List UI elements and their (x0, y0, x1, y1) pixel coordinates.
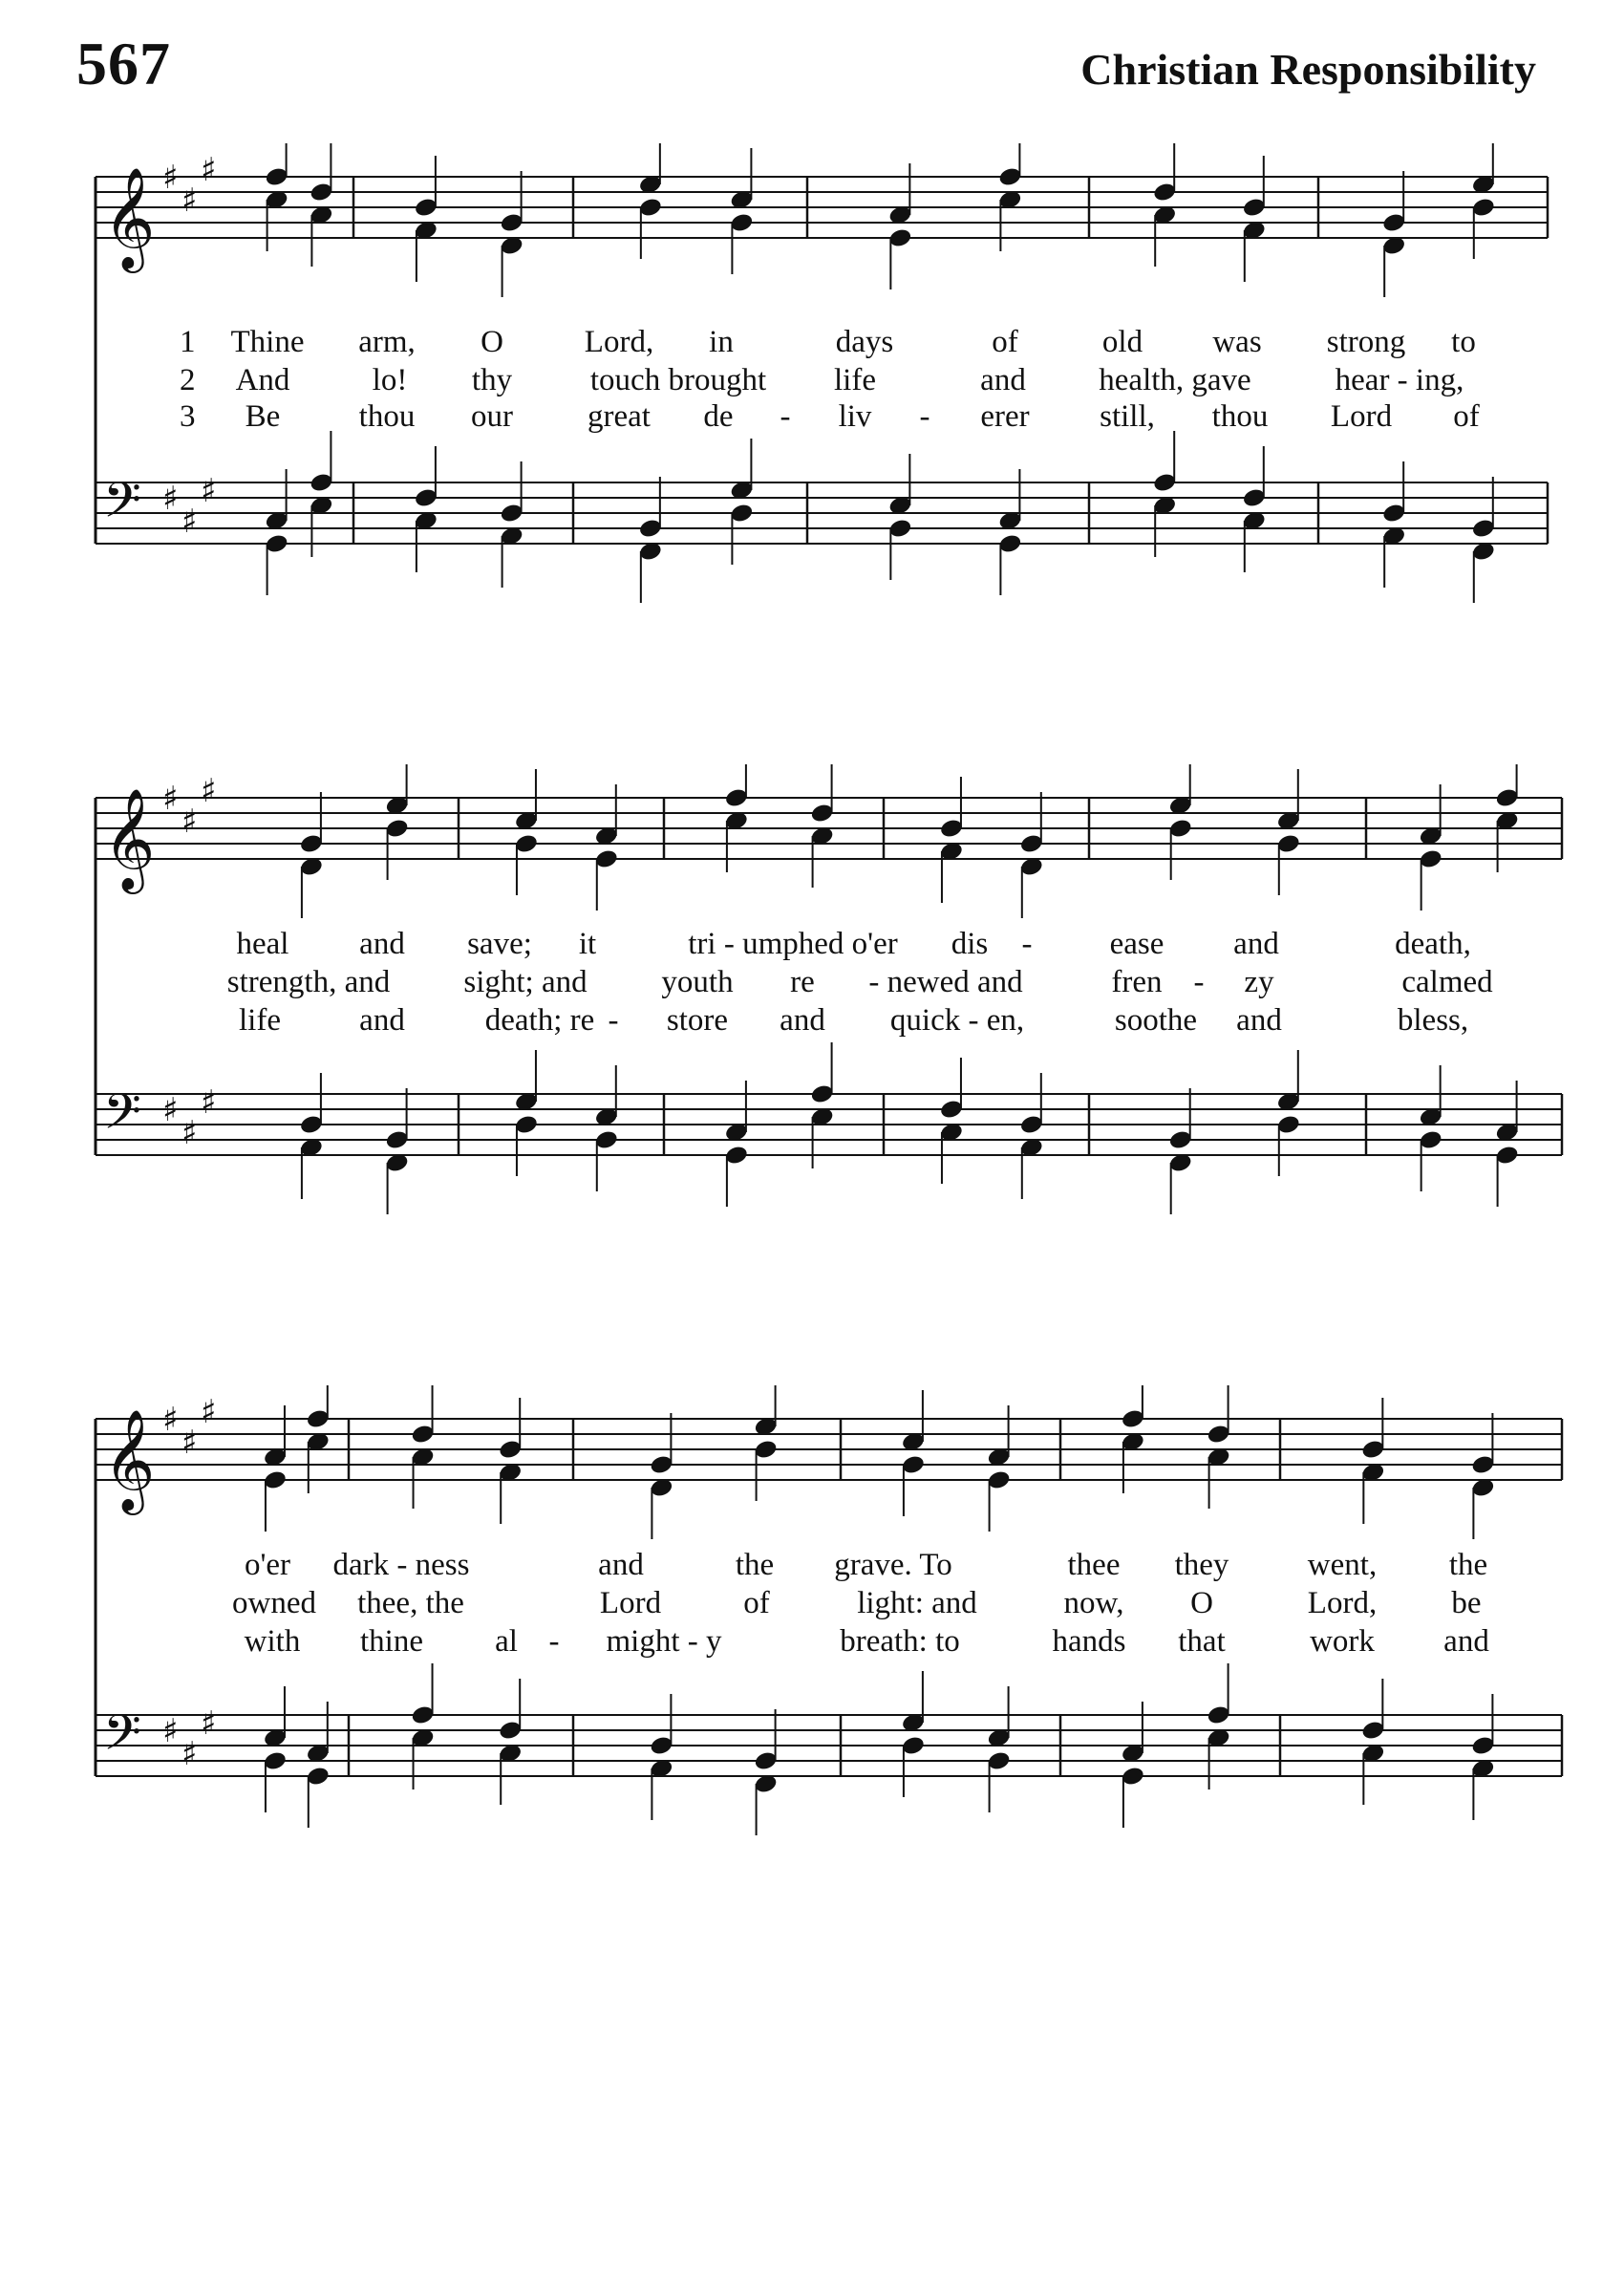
lyric-syllable: Thine (230, 325, 305, 359)
lyric-syllable: to (1451, 325, 1476, 359)
hymn-number: 567 (76, 30, 171, 97)
lyric-syllable: Lord (599, 1586, 662, 1620)
verse-number: 3 (180, 399, 196, 434)
sharp-icon: ♯ (182, 803, 198, 841)
sharp-icon: ♯ (182, 503, 198, 541)
lyric-syllable: grave. To (834, 1548, 952, 1582)
lyric-syllable: went, (1307, 1548, 1378, 1582)
lyric-syllable: and (780, 1003, 825, 1038)
lyric-syllable: hands (1052, 1624, 1126, 1659)
lyric-syllable: - newed and (868, 965, 1023, 999)
lyric-syllable: light: and (857, 1586, 977, 1620)
lyric-syllable: Be (245, 399, 281, 434)
treble-staff (96, 1385, 1562, 1539)
lyric-syllable: it (578, 927, 597, 961)
sharp-icon: ♯ (182, 1424, 198, 1462)
sharp-icon: ♯ (182, 182, 198, 220)
lyric-syllable: O (481, 325, 503, 359)
lyric-syllable: old (1101, 325, 1143, 359)
lyric-line-verse-2 (0, 1586, 1624, 1624)
bass-clef-icon: 𝄢 (103, 1704, 141, 1773)
lyric-syllable: might - y (606, 1624, 722, 1659)
lyric-line-verse-3 (0, 399, 1624, 438)
lyric-syllable: of (992, 325, 1018, 359)
lyric-syllable: work (1310, 1624, 1375, 1659)
lyric-syllable: al (495, 1624, 518, 1659)
bass-staff (96, 431, 1548, 603)
lyric-syllable: and (359, 1003, 405, 1038)
lyric-syllable: death; re (484, 1003, 595, 1038)
lyric-syllable: our (471, 399, 513, 434)
lyric-syllable: in (709, 325, 734, 359)
lyric-syllable: thou (358, 399, 416, 434)
lyric-syllable: touch brought (589, 363, 767, 397)
lyric-syllable: life (834, 363, 876, 397)
lyric-syllable: and (359, 927, 405, 961)
lyric-syllable: And (235, 363, 290, 397)
lyric-syllable: and (598, 1548, 644, 1582)
lyric-syllable: erer (980, 399, 1030, 434)
lyric-syllable: - (1193, 965, 1205, 999)
lyric-syllable: fren (1111, 965, 1163, 999)
lyric-syllable: thee (1067, 1548, 1121, 1582)
lyric-syllable: still, (1100, 399, 1155, 434)
sharp-icon: ♯ (201, 472, 217, 510)
lyric-syllable: soothe (1114, 1003, 1198, 1038)
sharp-icon: ♯ (162, 480, 179, 518)
lyric-syllable: strength, and (226, 965, 391, 999)
lyric-syllable: life (239, 1003, 281, 1038)
sharp-icon: ♯ (162, 1712, 179, 1750)
lyric-line-verse-3 (0, 1003, 1624, 1041)
lyric-syllable: - (1021, 927, 1033, 961)
sharp-icon: ♯ (201, 151, 217, 189)
lyric-syllable: be (1451, 1586, 1482, 1620)
lyric-syllable: the (1448, 1548, 1488, 1582)
lyric-syllable: de (703, 399, 734, 434)
lyric-syllable: o'er (244, 1548, 291, 1582)
lyric-syllable: heal (236, 927, 289, 961)
lyric-syllable: dis (951, 927, 989, 961)
sharp-icon: ♯ (201, 772, 217, 810)
lyric-syllable: Lord (1330, 399, 1393, 434)
bass-clef-icon: 𝄢 (103, 471, 141, 541)
lyric-syllable: thou (1211, 399, 1269, 434)
lyric-syllable: youth (661, 965, 734, 999)
lyric-syllable: hear - ing, (1335, 363, 1464, 397)
lyric-syllable: - (919, 399, 930, 434)
treble-clef-icon: 𝄞 (103, 1408, 156, 1511)
lyric-syllable: re (790, 965, 815, 999)
lyric-line-verse-2 (0, 363, 1624, 401)
lyric-syllable: now, (1063, 1586, 1124, 1620)
verse-number: 1 (180, 325, 196, 359)
lyric-syllable: of (743, 1586, 770, 1620)
lyric-syllable: - (608, 1003, 619, 1038)
bass-clef-icon: 𝄢 (103, 1082, 141, 1152)
lyric-line-verse-1 (0, 927, 1624, 965)
bass-staff (96, 1042, 1562, 1214)
lyric-syllable: and (1233, 927, 1279, 961)
lyric-syllable: calmed (1401, 965, 1493, 999)
lyric-syllable: with (244, 1624, 301, 1659)
lyric-syllable: dark - ness (332, 1548, 470, 1582)
sharp-icon: ♯ (162, 1401, 179, 1439)
lyric-syllable: owned (232, 1586, 316, 1620)
lyric-syllable: sight; and (463, 965, 588, 999)
lyric-syllable: thy (471, 363, 513, 397)
treble-staff (96, 143, 1548, 297)
lyric-syllable: - (548, 1624, 560, 1659)
verse-number: 2 (180, 363, 196, 397)
lyric-line-verse-1 (0, 1548, 1624, 1586)
lyric-syllable: strong (1326, 325, 1406, 359)
lyric-syllable: of (1453, 399, 1480, 434)
lyric-syllable: store (666, 1003, 729, 1038)
lyric-line-verse-3 (0, 1624, 1624, 1662)
lyric-syllable: bless, (1397, 1003, 1469, 1038)
lyric-syllable: - (780, 399, 791, 434)
lyric-syllable: O (1190, 1586, 1213, 1620)
sharp-icon: ♯ (201, 1393, 217, 1431)
lyric-syllable: tri - umphed o'er (688, 927, 898, 961)
lyric-syllable: thine (360, 1624, 423, 1659)
sharp-icon: ♯ (162, 780, 179, 818)
treble-clef-icon: 𝄞 (103, 166, 156, 268)
music-system-1 (0, 143, 1624, 621)
section-title: Christian Responsibility (1080, 45, 1536, 94)
lyric-syllable: health, gave (1099, 363, 1251, 397)
sharp-icon: ♯ (201, 1083, 217, 1122)
lyric-line-verse-1 (0, 325, 1624, 363)
lyric-syllable: and (980, 363, 1026, 397)
lyric-syllable: arm, (358, 325, 416, 359)
sharp-icon: ♯ (162, 159, 179, 197)
lyric-syllable: great (588, 399, 651, 434)
lyric-syllable: and (1236, 1003, 1282, 1038)
treble-staff (96, 764, 1562, 918)
lyric-syllable: days (835, 325, 894, 359)
lyric-syllable: they (1174, 1548, 1229, 1582)
lyric-syllable: Lord, (1307, 1586, 1378, 1620)
music-system-2 (0, 764, 1624, 1242)
lyric-syllable: and (1443, 1624, 1489, 1659)
lyric-syllable: ease (1109, 927, 1165, 961)
lyric-syllable: that (1178, 1624, 1226, 1659)
lyric-syllable: death, (1395, 927, 1471, 961)
sharp-icon: ♯ (201, 1704, 217, 1743)
lyric-syllable: lo! (372, 363, 408, 397)
lyric-line-verse-2 (0, 965, 1624, 1003)
sharp-icon: ♯ (182, 1114, 198, 1152)
lyric-syllable: Lord, (584, 325, 654, 359)
lyric-syllable: liv (838, 399, 872, 434)
lyric-syllable: save; (467, 927, 532, 961)
sharp-icon: ♯ (182, 1735, 198, 1773)
lyric-syllable: was (1212, 325, 1262, 359)
lyric-syllable: zy (1244, 965, 1274, 999)
music-system-3 (0, 1385, 1624, 1863)
lyric-syllable: breath: to (840, 1624, 960, 1659)
lyric-syllable: the (735, 1548, 775, 1582)
bass-staff (96, 1663, 1562, 1835)
sharp-icon: ♯ (162, 1091, 179, 1129)
lyric-syllable: quick - en, (889, 1003, 1025, 1038)
treble-clef-icon: 𝄞 (103, 787, 156, 889)
lyric-syllable: thee, the (357, 1586, 464, 1620)
